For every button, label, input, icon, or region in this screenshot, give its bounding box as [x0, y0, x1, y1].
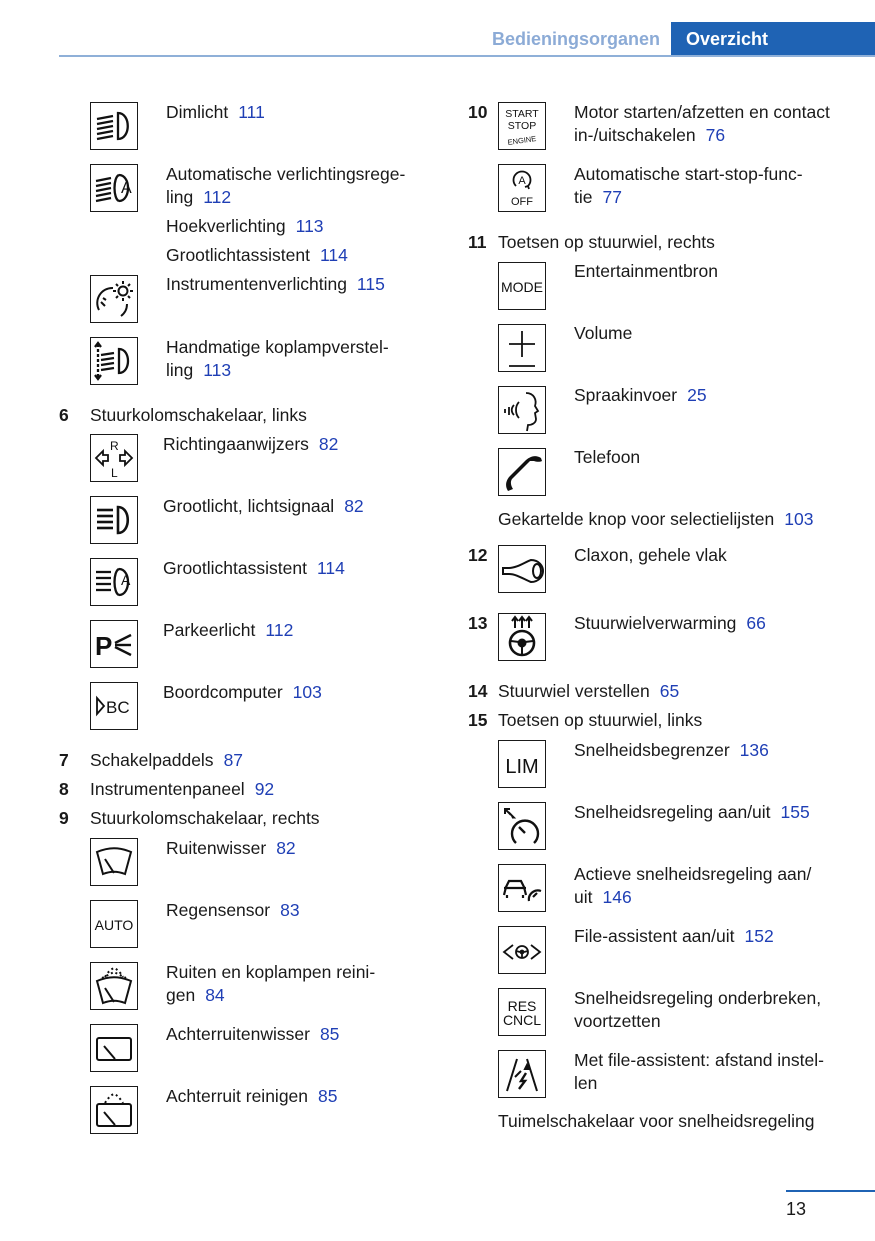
icon-text: MODE	[501, 279, 543, 295]
entry-hoekverlichting	[166, 215, 324, 238]
entry-parkeerlicht	[163, 619, 293, 642]
rear-wiper-icon	[90, 1024, 138, 1072]
entry-label: uit	[574, 887, 593, 907]
entry-afstand-l1: Met file-assistent: afstand instel-	[574, 1050, 824, 1070]
entry-label: Spraakinvoer	[574, 385, 678, 405]
volume-icon	[498, 324, 546, 372]
page-ref-link[interactable]: 82	[318, 434, 339, 454]
entry-label: Snelheidsbegrenzer	[574, 740, 730, 760]
entry-onderbreken-l2: voortzetten	[574, 1011, 661, 1031]
section-number: 15	[468, 710, 488, 730]
icon-letter: A	[518, 175, 526, 187]
entry-startstop-l2	[574, 186, 622, 209]
entry-label: File-assistent aan/uit	[574, 926, 735, 946]
turn-signal-icon	[90, 434, 138, 482]
section-number: 10	[468, 102, 488, 122]
icon-letter: A	[121, 180, 132, 197]
entry-tuimelschakelaar: Tuimelschakelaar voor snelheidsregeling	[498, 1111, 815, 1131]
icon-letter: L	[111, 466, 118, 480]
horn-icon	[498, 545, 546, 593]
entry-label: ling	[166, 360, 194, 380]
voice-input-icon	[498, 386, 546, 434]
entry-boordcomputer	[163, 681, 322, 704]
page-ref-link[interactable]: 83	[280, 900, 300, 920]
entry-label: tie	[574, 187, 593, 207]
page-ref-link[interactable]: 113	[203, 360, 232, 380]
section-title-9: Stuurkolomschakelaar, rechts	[90, 808, 320, 828]
page-ref-link[interactable]: 85	[319, 1024, 340, 1044]
entry-label: Richtingaanwijzers	[163, 434, 309, 454]
entry-grootlicht	[163, 495, 364, 518]
entry-label: Gekartelde knop voor selectielijsten	[498, 509, 775, 529]
icon-text: CNCL	[502, 1012, 542, 1028]
entry-label: ling	[166, 187, 194, 207]
wiper-icon	[90, 838, 138, 886]
entry-label: Stuurwiel verstellen	[498, 681, 650, 701]
entry-label: Stuurwielverwarming	[574, 613, 737, 633]
icon-text: OFF	[511, 196, 533, 208]
entry-snelheidsregeling	[574, 801, 810, 824]
start-stop-icon	[498, 102, 546, 150]
entry-auto-light-l1: Automatische verlichtingsrege-	[166, 164, 406, 184]
rain-sensor-icon	[90, 900, 138, 948]
icon-text: AUTO	[94, 917, 134, 933]
section-title-13	[574, 612, 766, 635]
entry-ruitenwisser	[166, 837, 296, 860]
instrument-lighting-icon	[90, 275, 138, 323]
phone-icon	[498, 448, 546, 496]
page-ref-link[interactable]: 82	[276, 838, 296, 858]
section-title-6: Stuurkolomschakelaar, links	[90, 405, 307, 425]
entry-startstop-l1: Automatische start-stop-func-	[574, 164, 803, 184]
icon-text: ENGINE	[507, 134, 537, 147]
section-number: 9	[59, 808, 69, 828]
entry-label: Dimlicht	[166, 102, 229, 122]
entry-label: Regensensor	[166, 900, 271, 920]
page-ref-link[interactable]: 85	[318, 1086, 338, 1106]
entry-achterruit-reinigen	[166, 1085, 338, 1108]
entry-entertainmentbron: Entertainmentbron	[574, 261, 718, 281]
entry-file-assistent	[574, 925, 774, 948]
traffic-jam-assist-icon	[498, 926, 546, 974]
page-ref-link[interactable]: 82	[344, 496, 364, 516]
entry-volume: Volume	[574, 323, 633, 343]
icon-letter: R	[110, 439, 119, 453]
high-beam-assist-icon	[90, 558, 138, 606]
page-ref-link[interactable]: 146	[602, 887, 632, 907]
page-ref-link[interactable]: 152	[744, 926, 774, 946]
entry-label: Grootlichtassistent	[163, 558, 307, 578]
entry-reinigen-l1: Ruiten en koplampen reini-	[166, 962, 376, 982]
section-number: 7	[59, 750, 69, 770]
page-ref-link[interactable]: 25	[687, 385, 707, 405]
header-rule	[59, 55, 875, 57]
entry-grootlichtassistent-a	[166, 244, 348, 267]
page-ref-link[interactable]: 112	[265, 620, 294, 640]
steering-heating-icon	[498, 613, 546, 661]
entry-label: Grootlicht, lichtsignaal	[163, 496, 335, 516]
section-number: 12	[468, 545, 488, 565]
icon-text: LIM	[505, 756, 539, 778]
entry-label: Parkeerlicht	[163, 620, 256, 640]
entry-label: Schakelpaddels	[90, 750, 214, 770]
entry-motor-l1: Motor starten/afzetten en contact	[574, 102, 830, 122]
entry-richtingaanwijzers	[163, 433, 338, 456]
section-title: Bedieningsorganen	[491, 29, 660, 49]
page-ref-link[interactable]: 84	[205, 985, 225, 1005]
auto-headlight-icon	[90, 164, 138, 212]
entry-label: Hoekverlichting	[166, 216, 286, 236]
rear-washer-icon	[90, 1086, 138, 1134]
section-number: 11	[468, 232, 487, 252]
entry-dimlicht	[166, 101, 265, 124]
parking-light-icon	[90, 620, 138, 668]
section-title-15: Toetsen op stuurwiel, links	[498, 710, 703, 730]
entry-grootlichtassistent-b	[163, 557, 345, 580]
entry-instrumentenverlichting	[166, 273, 385, 296]
page-ref-link[interactable]: 155	[780, 802, 810, 822]
high-beam-icon	[90, 496, 138, 544]
page-ref-link[interactable]: 87	[223, 750, 244, 770]
entry-actieve-l2	[574, 886, 632, 909]
entry-onderbreken-l1: Snelheidsregeling onderbreken,	[574, 988, 822, 1008]
section-number: 8	[59, 779, 69, 799]
section-title-11: Toetsen op stuurwiel, rechts	[498, 232, 715, 252]
entry-telefoon: Telefoon	[574, 447, 641, 467]
tab-overzicht	[671, 22, 875, 57]
page-ref-link[interactable]: 103	[784, 509, 814, 529]
board-computer-icon	[90, 682, 138, 730]
entry-label: Achterruit reinigen	[166, 1086, 309, 1106]
entry-actieve-l1: Actieve snelheidsregeling aan/	[574, 864, 812, 884]
entry-koplamp-l2	[166, 359, 231, 382]
entry-koplamp-l1: Handmatige koplampverstel-	[166, 337, 389, 357]
entry-motor-l2	[574, 124, 725, 147]
page-ref-link[interactable]: 103	[292, 682, 322, 702]
cruise-control-icon	[498, 802, 546, 850]
icon-text: START	[505, 108, 539, 120]
page-ref-link[interactable]: 113	[295, 216, 324, 236]
icon-letter: A	[121, 572, 131, 588]
page-ref-link[interactable]: 114	[319, 245, 348, 265]
entry-snelheidsbegrenzer	[574, 739, 769, 762]
tab-label: Overzicht	[686, 29, 769, 49]
entry-afstand-l2: len	[574, 1073, 598, 1093]
entry-label: Achterruitenwisser	[166, 1024, 310, 1044]
section-number: 6	[59, 405, 69, 425]
resume-cancel-icon	[498, 988, 546, 1036]
section-title-14	[498, 680, 679, 703]
entry-label: Grootlichtassistent	[166, 245, 310, 265]
active-cruise-icon	[498, 864, 546, 912]
page-number: 13	[786, 1199, 807, 1219]
section-number: 13	[468, 613, 488, 633]
entry-spraakinvoer	[574, 384, 707, 407]
entry-label: gen	[166, 985, 196, 1005]
page-ref-link[interactable]: 77	[602, 187, 622, 207]
page-ref-link[interactable]: 76	[705, 125, 726, 145]
icon-letter: BC	[106, 698, 130, 717]
entry-label: Instrumentenverlichting	[166, 274, 347, 294]
section-title-7	[90, 749, 243, 772]
icon-text: STOP	[507, 120, 537, 132]
washer-icon	[90, 962, 138, 1010]
icon-letter: P	[95, 631, 113, 661]
entry-label: Snelheidsregeling aan/uit	[574, 802, 771, 822]
entry-auto-light-l2	[166, 186, 231, 209]
page-ref-link[interactable]: 66	[746, 613, 766, 633]
footer-rule	[786, 1190, 875, 1192]
section-number: 14	[468, 681, 488, 701]
page-ref-link[interactable]: 112	[203, 187, 232, 207]
distance-setting-icon	[498, 1050, 546, 1098]
headlight-range-icon	[90, 337, 138, 385]
page-ref-link[interactable]: 115	[356, 274, 385, 294]
entry-label: Ruitenwisser	[166, 838, 267, 858]
entry-label: Boordcomputer	[163, 682, 283, 702]
page-ref-link[interactable]: 136	[739, 740, 769, 760]
icon-text: RES	[507, 998, 537, 1014]
page-ref-link[interactable]: 111	[238, 102, 265, 122]
mode-icon	[498, 262, 546, 310]
page-ref-link[interactable]: 114	[316, 558, 345, 578]
section-title-12: Claxon, gehele vlak	[574, 545, 727, 565]
auto-start-stop-icon	[498, 164, 546, 212]
page-ref-link[interactable]: 65	[659, 681, 680, 701]
page-ref-link[interactable]: 92	[254, 779, 275, 799]
entry-gekartelde-knop	[498, 508, 813, 531]
entry-regensensor	[166, 899, 300, 922]
entry-achterruitenwisser	[166, 1023, 339, 1046]
entry-reinigen-l2	[166, 984, 225, 1007]
entry-label: in-/uitschakelen	[574, 125, 696, 145]
low-beam-icon	[90, 102, 138, 150]
section-title-8	[90, 778, 274, 801]
speed-limiter-icon	[498, 740, 546, 788]
entry-label: Instrumentenpaneel	[90, 779, 245, 799]
